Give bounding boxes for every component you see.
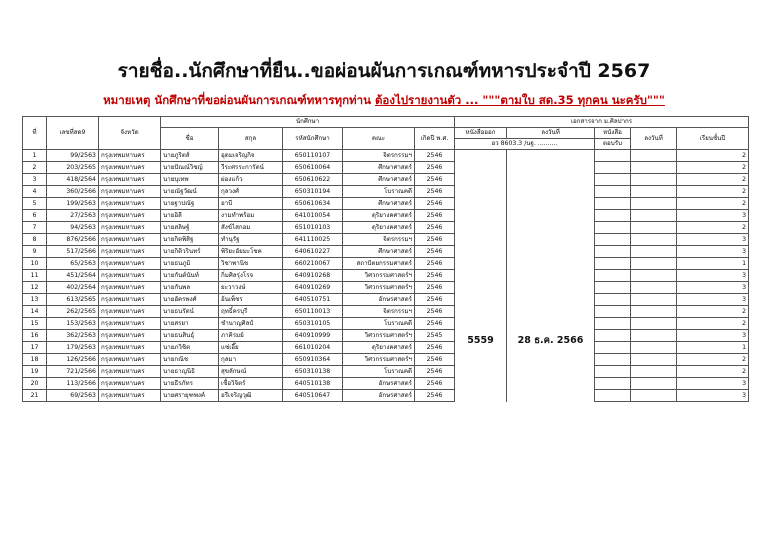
table-row [23, 174, 749, 186]
row-surname: สุขลักษณ์ [219, 366, 283, 378]
row-class-year: 1 [677, 342, 749, 354]
table-row [23, 162, 749, 174]
row-sd9: 451/2564 [47, 270, 99, 282]
row-student-id: 641010054 [283, 210, 343, 222]
row-faculty: ดุริยางคศาสตร์ [343, 222, 415, 234]
row-dated2 [631, 366, 677, 378]
row-birth-year: 2546 [415, 354, 455, 366]
row-birth-year: 2546 [415, 366, 455, 378]
row-birth-year: 2546 [415, 210, 455, 222]
row-sd9: 418/2564 [47, 174, 99, 186]
row-student-id: 650610634 [283, 198, 343, 210]
row-letter [595, 354, 631, 366]
row-sd9: 27/2563 [47, 210, 99, 222]
table-row [23, 306, 749, 318]
row-dated2 [631, 186, 677, 198]
row-surname: พิริยะอัยมะโชค [219, 246, 283, 258]
row-letter [595, 342, 631, 354]
row-letter [595, 198, 631, 210]
row-student-id: 661010204 [283, 342, 343, 354]
row-student-id: 640510138 [283, 378, 343, 390]
row-letter [595, 366, 631, 378]
note-prefix: หมายเหตุ นักศึกษาที่ขอผ่อนผันการเกณฑ์ทหารทุกท่าน [103, 93, 375, 107]
row-dated2 [631, 162, 677, 174]
table-row [23, 390, 749, 402]
row-surname: ภาคิรมย์ [219, 330, 283, 342]
row-province: กรุงเทพมหานคร [99, 258, 161, 270]
row-name: นายอิลี [161, 210, 219, 222]
row-faculty: ดุริยางคศาสตร์ [343, 342, 415, 354]
row-province: กรุงเทพมหานคร [99, 330, 161, 342]
row-letter [595, 318, 631, 330]
row-class-year: 2 [677, 354, 749, 366]
row-province: กรุงเทพมหานคร [99, 270, 161, 282]
row-birth-year: 2546 [415, 390, 455, 402]
header-dated2: ลงวันที่ [631, 128, 677, 150]
row-faculty: โบราณคดี [343, 186, 415, 198]
student-table [22, 116, 749, 402]
table-row [23, 186, 749, 198]
row-name: นายศรายุฑพงค์ [161, 390, 219, 402]
row-student-id: 640910268 [283, 270, 343, 282]
row-class-year: 3 [677, 210, 749, 222]
table-row [23, 342, 749, 354]
row-province: กรุงเทพมหานคร [99, 234, 161, 246]
row-surname: ผ่องแก้ว [219, 174, 283, 186]
row-dated2 [631, 282, 677, 294]
row-no: 2 [23, 162, 47, 174]
row-letter [595, 390, 631, 402]
row-birth-year: 2546 [415, 198, 455, 210]
header-name: ชื่อ [161, 128, 219, 150]
table-row [23, 330, 749, 342]
table-row [23, 294, 749, 306]
row-no: 1 [23, 150, 47, 162]
table-row [23, 150, 749, 162]
row-dated2 [631, 390, 677, 402]
header-student-group: นักศึกษา [161, 117, 455, 128]
row-name: นายฐาปณัฐ [161, 198, 219, 210]
row-birth-year: 2546 [415, 222, 455, 234]
row-birth-year: 2546 [415, 318, 455, 330]
row-province: กรุงเทพมหานคร [99, 306, 161, 318]
row-class-year: 2 [677, 162, 749, 174]
row-surname: แซ่เอี๊ย [219, 342, 283, 354]
row-class-year: 3 [677, 330, 749, 342]
row-dated2 [631, 222, 677, 234]
row-faculty: ศึกษาศาสตร์ [343, 198, 415, 210]
row-student-id: 640510647 [283, 390, 343, 402]
row-dated2 [631, 150, 677, 162]
row-class-year: 2 [677, 198, 749, 210]
page-title: รายชื่อ..นักศึกษาที่ยืน..ขอผ่อนผันการเกณฑ์ทหารประจำปี 2567 [117, 60, 651, 82]
row-faculty: วิศวกรรมศาสตร์ฯ [343, 330, 415, 342]
row-class-year: 2 [677, 174, 749, 186]
row-birth-year: 2546 [415, 270, 455, 282]
row-dated2 [631, 210, 677, 222]
row-letter [595, 222, 631, 234]
row-name: นายกณิช [161, 354, 219, 366]
row-student-id: 640910269 [283, 282, 343, 294]
row-province: กรุงเทพมหานคร [99, 162, 161, 174]
row-sd9: 360/2566 [47, 186, 99, 198]
row-name: นายธนรัตน์ [161, 306, 219, 318]
row-province: กรุงเทพมหานคร [99, 222, 161, 234]
row-name: นายกันต์นันท์ [161, 270, 219, 282]
row-no: 6 [23, 210, 47, 222]
row-sd9: 721/2566 [47, 366, 99, 378]
row-surname: ทำนุรัฐ [219, 234, 283, 246]
row-class-year: 2 [677, 366, 749, 378]
row-sd9: 262/2565 [47, 306, 99, 318]
row-class-year: 2 [677, 222, 749, 234]
row-name: นายสลิษฐ์ [161, 222, 219, 234]
row-province: กรุงเทพมหานคร [99, 318, 161, 330]
row-letter [595, 282, 631, 294]
row-province: กรุงเทพมหานคร [99, 210, 161, 222]
header-ref: อว 8603.3 /นฐ. .......... [455, 139, 595, 150]
row-province: กรุงเทพมหานคร [99, 282, 161, 294]
row-faculty: วิศวกรรมศาสตร์ฯ [343, 270, 415, 282]
row-faculty: จิตรกรรมฯ [343, 150, 415, 162]
table-row [23, 354, 749, 366]
row-surname: วิชาพานิช [219, 258, 283, 270]
row-surname: อาบี [219, 198, 283, 210]
row-student-id: 640910999 [283, 330, 343, 342]
row-dated2 [631, 354, 677, 366]
letter-number: 5559 [455, 150, 507, 402]
row-name: นายกิตพิสิฐ [161, 234, 219, 246]
row-no: 14 [23, 306, 47, 318]
row-province: กรุงเทพมหานคร [99, 186, 161, 198]
row-class-year: 3 [677, 378, 749, 390]
row-letter [595, 162, 631, 174]
row-no: 7 [23, 222, 47, 234]
row-sd9: 402/2564 [47, 282, 99, 294]
row-birth-year: 2546 [415, 246, 455, 258]
header-student-id: รหัสนักศึกษา [283, 128, 343, 150]
header-class-year: เรียนชั้นปี [677, 128, 749, 150]
row-name: นายอัครพงศ์ [161, 294, 219, 306]
row-surname: เชื้อวิจิตร์ [219, 378, 283, 390]
table-row [23, 234, 749, 246]
row-sd9: 99/2563 [47, 150, 99, 162]
row-surname: กุลมา [219, 354, 283, 366]
row-province: กรุงเทพมหานคร [99, 150, 161, 162]
row-no: 8 [23, 234, 47, 246]
row-class-year: 2 [677, 186, 749, 198]
row-birth-year: 2545 [415, 330, 455, 342]
row-name: นายกันพล [161, 282, 219, 294]
row-no: 3 [23, 174, 47, 186]
row-no: 16 [23, 330, 47, 342]
header-letter: หนังสือ [595, 128, 631, 139]
row-letter [595, 378, 631, 390]
row-no: 10 [23, 258, 47, 270]
row-name: นายภูริตส์ [161, 150, 219, 162]
row-letter [595, 210, 631, 222]
row-faculty: จิตรกรรมฯ [343, 234, 415, 246]
table-row [23, 270, 749, 282]
row-class-year: 2 [677, 306, 749, 318]
table-row [23, 210, 749, 222]
row-letter [595, 258, 631, 270]
row-no: 20 [23, 378, 47, 390]
row-name: นายบุเทพ [161, 174, 219, 186]
table-row [23, 198, 749, 210]
row-no: 11 [23, 270, 47, 282]
row-surname: กิ่มศิลรุ่งโรจ [219, 270, 283, 282]
row-class-year: 1 [677, 258, 749, 270]
table-row [23, 246, 749, 258]
row-birth-year: 2546 [415, 306, 455, 318]
row-sd9: 517/2566 [47, 246, 99, 258]
letter-date: 28 ธ.ค. 2566 [507, 150, 595, 402]
row-faculty: อักษรศาสตร์ [343, 390, 415, 402]
row-province: กรุงเทพมหานคร [99, 378, 161, 390]
row-sd9: 126/2566 [47, 354, 99, 366]
row-student-id: 640510751 [283, 294, 343, 306]
header-province: จังหวัด [99, 117, 161, 150]
row-no: 18 [23, 354, 47, 366]
row-no: 17 [23, 342, 47, 354]
row-student-id: 650110013 [283, 306, 343, 318]
header-dated: ลงวันที่ [507, 128, 595, 139]
table-body [23, 150, 749, 402]
row-birth-year: 2546 [415, 342, 455, 354]
row-letter [595, 330, 631, 342]
row-letter [595, 174, 631, 186]
row-no: 15 [23, 318, 47, 330]
header-doc-group: เอกสารจาก ม.ศิลปากร [455, 117, 749, 128]
row-student-id: 650310105 [283, 318, 343, 330]
row-faculty: วิศวกรรมศาสตร์ฯ [343, 282, 415, 294]
row-sd9: 179/2563 [47, 342, 99, 354]
row-class-year: 2 [677, 318, 749, 330]
row-student-id: 650310194 [283, 186, 343, 198]
row-province: กรุงเทพมหานคร [99, 246, 161, 258]
row-sd9: 69/2563 [47, 390, 99, 402]
row-sd9: 876/2566 [47, 234, 99, 246]
row-student-id: 650310138 [283, 366, 343, 378]
row-province: กรุงเทพมหานคร [99, 366, 161, 378]
row-class-year: 3 [677, 270, 749, 282]
row-class-year: 3 [677, 282, 749, 294]
row-birth-year: 2546 [415, 186, 455, 198]
row-surname: วีระศรระการัตน์ [219, 162, 283, 174]
row-dated2 [631, 318, 677, 330]
row-letter [595, 294, 631, 306]
row-faculty: ศึกษาศาสตร์ [343, 246, 415, 258]
row-student-id: 651010103 [283, 222, 343, 234]
row-letter [595, 246, 631, 258]
row-faculty: ดุริยางคศาสตร์ [343, 210, 415, 222]
header-sd9: เลขที่สด9 [47, 117, 99, 150]
row-surname: ชำนาญศิลป์ [219, 318, 283, 330]
row-no: 9 [23, 246, 47, 258]
row-province: กรุงเทพมหานคร [99, 198, 161, 210]
header-no: ที่ [23, 117, 47, 150]
row-dated2 [631, 246, 677, 258]
header-birth-year: เกิดปี พ.ศ. [415, 128, 455, 150]
row-sd9: 613/2565 [47, 294, 99, 306]
header-letter-no: หนังสือออก [455, 128, 507, 139]
row-birth-year: 2546 [415, 294, 455, 306]
table-row [23, 222, 749, 234]
row-no: 19 [23, 366, 47, 378]
row-no: 13 [23, 294, 47, 306]
header-surname: สกุล [219, 128, 283, 150]
table-row [23, 282, 749, 294]
row-letter [595, 270, 631, 282]
row-surname: สังข์ไสกอม [219, 222, 283, 234]
row-name: นายธนภูมิ [161, 258, 219, 270]
row-class-year: 3 [677, 246, 749, 258]
note [0, 92, 768, 110]
row-province: กรุงเทพมหานคร [99, 294, 161, 306]
row-faculty: ศึกษาศาสตร์ [343, 174, 415, 186]
row-birth-year: 2546 [415, 234, 455, 246]
row-birth-year: 2546 [415, 162, 455, 174]
row-student-id: 650110107 [283, 150, 343, 162]
row-province: กรุงเทพมหานคร [99, 174, 161, 186]
header-reply: ตอบรับ [595, 139, 631, 150]
row-letter [595, 150, 631, 162]
row-dated2 [631, 234, 677, 246]
row-sd9: 199/2563 [47, 198, 99, 210]
row-surname: อ้นเพ็ชร [219, 294, 283, 306]
row-student-id: 650610064 [283, 162, 343, 174]
row-faculty: จิตรกรรมฯ [343, 306, 415, 318]
row-letter [595, 306, 631, 318]
table-row [23, 258, 749, 270]
row-no: 4 [23, 186, 47, 198]
row-dated2 [631, 342, 677, 354]
row-birth-year: 2546 [415, 258, 455, 270]
row-student-id: 641110025 [283, 234, 343, 246]
row-birth-year: 2546 [415, 150, 455, 162]
row-name: นายสรยา [161, 318, 219, 330]
table-row [23, 318, 749, 330]
row-faculty: อักษรศาสตร์ [343, 294, 415, 306]
row-letter [595, 186, 631, 198]
row-surname: งามทำพร้อม [219, 210, 283, 222]
row-dated2 [631, 378, 677, 390]
row-surname: อรีเจริญวุฒิ [219, 390, 283, 402]
row-faculty: สถาปัตยกรรมศาสตร์ [343, 258, 415, 270]
row-province: กรุงเทพมหานคร [99, 342, 161, 354]
row-sd9: 113/2566 [47, 378, 99, 390]
row-province: กรุงเทพมหานคร [99, 390, 161, 402]
row-faculty: วิศวกรรมศาสตร์ฯ [343, 354, 415, 366]
row-name: นายภวิชิต [161, 342, 219, 354]
row-name: นายธนสินธุ์ [161, 330, 219, 342]
row-class-year: 3 [677, 390, 749, 402]
row-name: นายธาญนิธิ [161, 366, 219, 378]
row-dated2 [631, 294, 677, 306]
row-sd9: 153/2563 [47, 318, 99, 330]
row-no: 21 [23, 390, 47, 402]
row-name: นายณัฐวัฒน์ [161, 186, 219, 198]
row-class-year: 3 [677, 234, 749, 246]
row-dated2 [631, 270, 677, 282]
row-faculty: โบราณคดี [343, 318, 415, 330]
row-faculty: ศึกษาศาสตร์ [343, 162, 415, 174]
header-faculty: คณะ [343, 128, 415, 150]
row-class-year: 2 [677, 150, 749, 162]
row-sd9: 94/2563 [47, 222, 99, 234]
row-surname: ยะวาวงษ์ [219, 282, 283, 294]
note-emphasis: ต้องไปรายงานตัว ... """ตามใบ สด.35 ทุกคน นะครับ""" [374, 93, 665, 107]
table-row [23, 366, 749, 378]
row-dated2 [631, 174, 677, 186]
table-row [23, 378, 749, 390]
row-letter [595, 234, 631, 246]
row-surname: ฤทธิ์ครบุรี [219, 306, 283, 318]
row-student-id: 660210067 [283, 258, 343, 270]
row-faculty: โบราณคดี [343, 366, 415, 378]
row-dated2 [631, 330, 677, 342]
row-name: นายกิติวรินทร์ [161, 246, 219, 258]
row-name: นายธีรภัทร [161, 378, 219, 390]
row-birth-year: 2546 [415, 378, 455, 390]
row-no: 5 [23, 198, 47, 210]
row-no: 12 [23, 282, 47, 294]
row-sd9: 203/2565 [47, 162, 99, 174]
row-surname: กุลวงศ์ [219, 186, 283, 198]
row-surname: อุดมเจริญกิจ [219, 150, 283, 162]
row-sd9: 362/2563 [47, 330, 99, 342]
row-name: นายปัณณ์วิชญ์ [161, 162, 219, 174]
row-birth-year: 2546 [415, 174, 455, 186]
row-dated2 [631, 198, 677, 210]
row-birth-year: 2546 [415, 282, 455, 294]
row-dated2 [631, 306, 677, 318]
row-sd9: 65/2563 [47, 258, 99, 270]
row-student-id: 650910364 [283, 354, 343, 366]
row-student-id: 640610227 [283, 246, 343, 258]
row-class-year: 3 [677, 294, 749, 306]
row-dated2 [631, 258, 677, 270]
row-province: กรุงเทพมหานคร [99, 354, 161, 366]
row-faculty: อักษรศาสตร์ [343, 378, 415, 390]
row-student-id: 650610622 [283, 174, 343, 186]
